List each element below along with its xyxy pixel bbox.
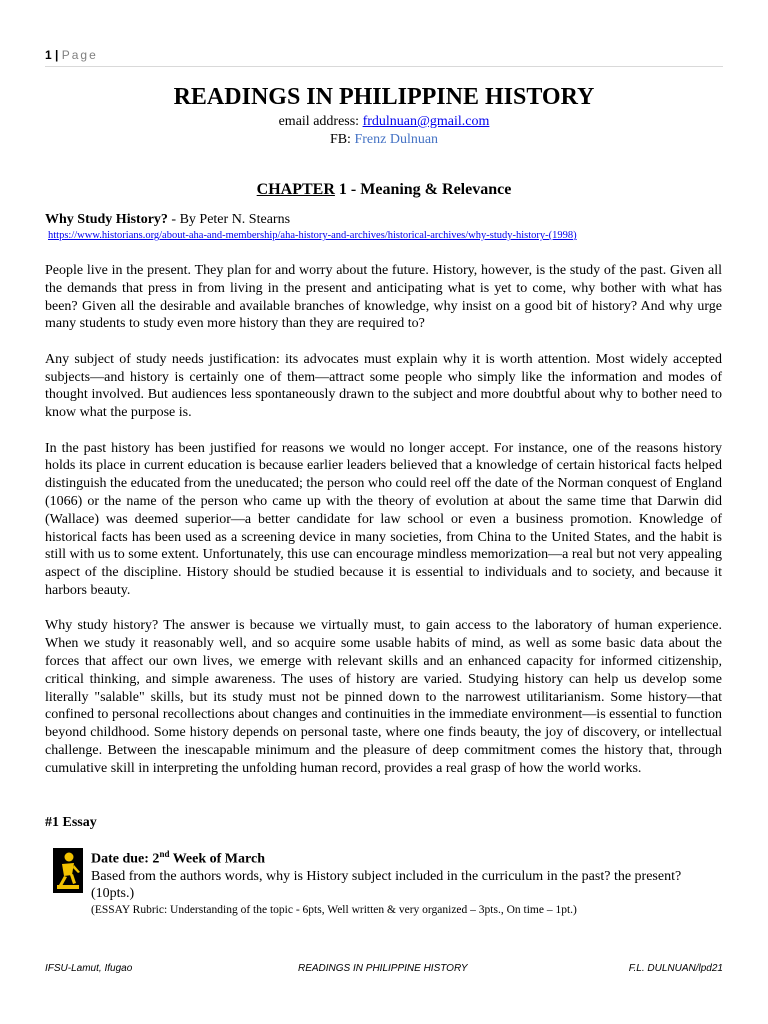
page-number: 1 [45,48,52,62]
article-url-link[interactable]: https://www.historians.org/about-aha-and-membership/aha-history-and-archives/historical-archives/why-study-history-(1998) [48,230,577,241]
footer-left: IFSU-Lamut, Ifugao [45,963,133,974]
due-date: Date due: 2nd Week of March [91,849,265,867]
email-link[interactable]: frdulnuan@gmail.com [362,114,490,129]
page-header [45,48,98,62]
email-line [0,114,768,130]
fb-line [0,132,768,148]
writing-person-icon [53,848,83,893]
fb-label: FB: [329,132,355,147]
article-body [45,262,722,795]
page-separator: | [55,48,59,62]
article-title: Why Study History? [45,212,168,227]
article-byline: - By Peter N. Stearns [167,212,291,227]
essay-heading: #1 Essay [45,815,97,830]
essay-question: Based from the authors words, why is History subject included in the curriculum in the past? the present? (10pts.) [91,868,682,902]
header-divider [45,66,723,67]
chapter-word: CHAPTER [256,181,335,198]
chapter-heading [0,181,768,199]
paragraph: In the past history has been justified for reasons we would no longer accept. For instance, one of the reasons history holds its place in current education is because earlier leaders believed that a knowledge of certain historical facts helped distinguish the educated from the uneducated; the person who could reel off the date of the Norman conquest of England (1066) or the name of the person who came up with the theory of evolution at about the same time that Darwin did (Wallace) was deemed superior—a better candidate for law school or even a business promotion. Knowledge of historical facts has been used as a screening device in many societies, from China to the United States, and the habit is still with us to some extent. Unfortunately, this use can encourage mindless memorization—a real but not very appealing aspect of the discipline. History should be studied because it is essential to individuals and to society, and because it harbors beauty. [45,440,722,598]
paragraph: Why study history? The answer is because we virtually must, to gain access to the laboratory of human experience. When we study it reasonably well, and so acquire some usable habits of mind, as well as some basic data about the forces that affect our own lives, we emerge with relevant skills and an enhanced capacity for informed citizenship, critical thinking, and simple awareness. The uses of history are varied. Studying history can help us develop some literally "salable" skills, but its study must not be pinned down to the narrowest utilitarianism. Some history—that confined to personal recollections about changes and continuities in the immediate environment—is essential to function beyond childhood. Some history depends on personal taste, where one finds beauty, the joy of discovery, or intellectual challenge. Between the inescapable minimum and the pleasure of deep commitment comes the history that, through cumulative skill in interpreting the unfolding human record, provides a real grasp of how the world works. [45,618,722,776]
chapter-title: 1 - Meaning & Relevance [334,181,512,198]
essay-rubric: (ESSAY Rubric: Understanding of the topic - 6pts, Well written & very organized – 3pts., On time – 1pt.) [91,903,577,916]
page-label: Page [61,48,98,62]
fb-name: Frenz Dulnuan [354,132,439,147]
paragraph: People live in the present. They plan for and worry about the future. History, however, is the study of the past. Given all the demands that press in from living in the present and anticipating what is yet to come, why bother with what has been? Given all the desirable and available branches of knowledge, why insist on a good bit of history? And why urge many students to study even more history than they are required to? [45,263,722,332]
email-label: email address: [278,114,363,129]
document-title: READINGS IN PHILIPPINE HISTORY [173,84,595,110]
footer-right: F.L. DULNUAN/lpd21 [628,963,723,974]
article-heading [45,212,290,228]
essay-details [91,849,722,916]
footer-center: READINGS IN PHILIPPINE HISTORY [298,963,468,974]
paragraph: Any subject of study needs justification: its advocates must explain why it is worth attention. Most widely accepted subjects—and history is certainly one of them—attract some people who simply like the information and modes of thought involved. But audiences less spontaneously drawn to the subject and more doubtful about why to bother need to know what the purpose is. [45,351,722,421]
